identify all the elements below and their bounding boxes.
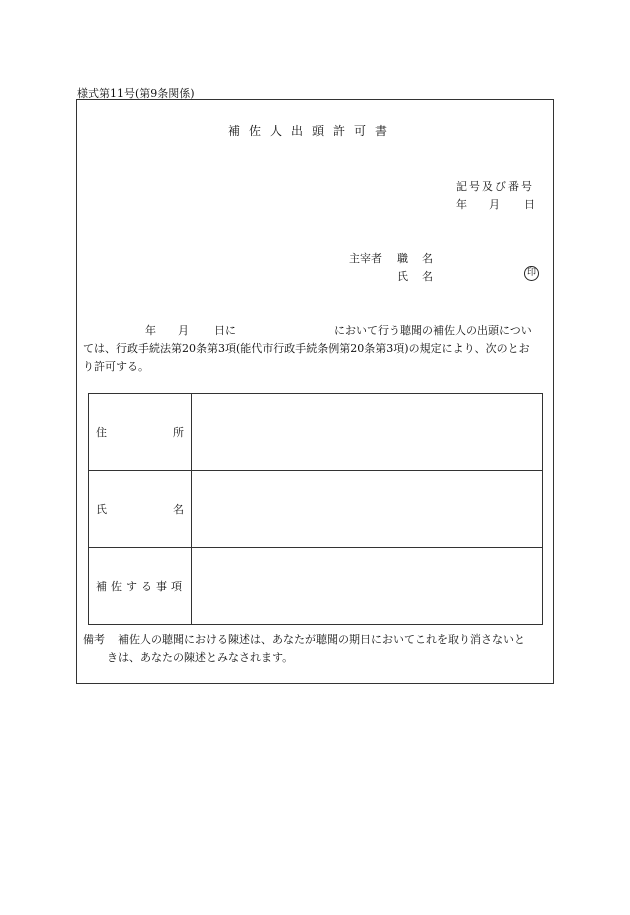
position-suffix: 名 bbox=[422, 252, 433, 265]
address-label-right: 所 bbox=[173, 426, 184, 439]
remarks-label: 備考 bbox=[83, 633, 105, 646]
name-suffix: 名 bbox=[422, 270, 433, 283]
date-year-label: 年 bbox=[456, 198, 467, 211]
presiding-officer-label: 主宰者 bbox=[349, 252, 382, 265]
address-value-cell[interactable] bbox=[192, 394, 543, 471]
body-line-2: ては、行政手続法第20条第3項(能代市行政手続条例第20条第3項)の規定により、次のとお bbox=[83, 342, 530, 355]
position-label: 職 bbox=[397, 252, 408, 265]
matter-row bbox=[89, 548, 543, 625]
body-year: 年 bbox=[145, 324, 156, 337]
body-line-1: において行う聴聞の補佐人の出頭につい bbox=[334, 324, 532, 337]
address-label-cell bbox=[89, 394, 192, 471]
remarks-line-1: 補佐人の聴聞における陳述は、あなたが聴聞の期日においてこれを取り消さないと bbox=[118, 633, 525, 646]
name-value-cell[interactable] bbox=[192, 471, 543, 548]
body-month: 月 bbox=[178, 324, 189, 337]
address-label-left: 住 bbox=[96, 426, 107, 439]
matter-label: 補佐する事項 bbox=[96, 580, 186, 593]
doc-number-label: 記号及び番号 bbox=[456, 180, 534, 193]
remarks-line-2: きは、あなたの陳述とみなされます。 bbox=[107, 651, 294, 664]
matter-value-cell[interactable] bbox=[192, 548, 543, 625]
name-label: 氏 bbox=[397, 270, 408, 283]
seal-mark: 印 bbox=[524, 266, 539, 281]
form-number-label: 様式第11号(第9条関係) bbox=[77, 87, 195, 100]
name-label-left: 氏 bbox=[96, 503, 107, 516]
address-row bbox=[89, 394, 543, 471]
name-row bbox=[89, 471, 543, 548]
date-day-label: 日 bbox=[524, 198, 535, 211]
name-label-right: 名 bbox=[173, 503, 184, 516]
applicant-table bbox=[88, 393, 543, 625]
date-month-label: 月 bbox=[489, 198, 500, 211]
body-line-3: り許可する。 bbox=[83, 360, 149, 373]
matter-label-cell bbox=[89, 548, 192, 625]
document-title: 補佐人出頭許可書 bbox=[228, 124, 397, 138]
body-day: 日に bbox=[214, 324, 236, 337]
name-label-cell bbox=[89, 471, 192, 548]
